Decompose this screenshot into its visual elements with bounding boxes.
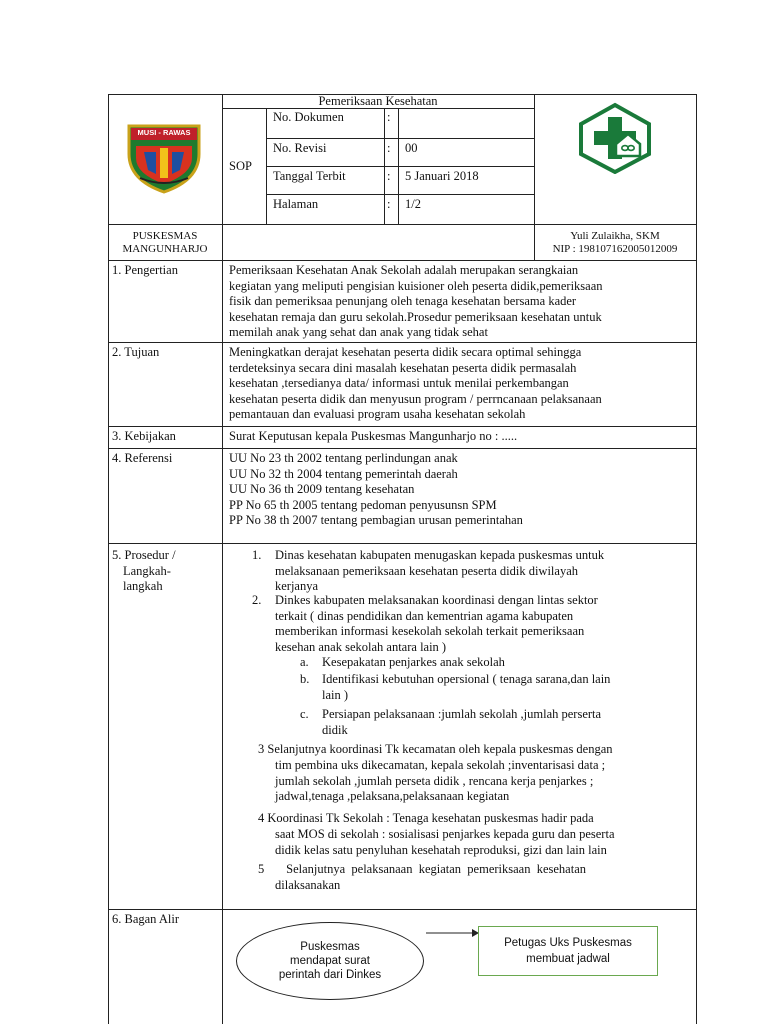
text-line: kerjanya bbox=[275, 579, 319, 593]
step-number: 2. bbox=[252, 593, 262, 607]
reference-item: PP No 38 th 2007 tentang pembagian urusan pemerintahan bbox=[229, 513, 523, 527]
flow-node-text: Petugas Uks Puskesmas bbox=[504, 937, 632, 949]
flow-node-text: perintah dari Dinkes bbox=[278, 969, 382, 981]
pengertian-text bbox=[229, 263, 690, 341]
text-line: jumlah sekolah ,jumlah perseta didik , rencana kerja penjarkes ; bbox=[275, 773, 594, 788]
musi-rawas-logo bbox=[126, 124, 202, 194]
text-line: kesehatan ,tersedianya data/ informasi untuk menilai perkembangan bbox=[229, 376, 569, 390]
sub-number: c. bbox=[300, 707, 309, 721]
flow-node-start bbox=[236, 922, 424, 1000]
sub-item: Kesepakatan penjarkes anak sekolah bbox=[322, 655, 505, 669]
text-line: pemantauan dan evaluasi program usaha kesehatan sekolah bbox=[229, 407, 526, 421]
text-line: fisik dan pemeriksaa penunjang oleh tenaga kesehatan bersama kader bbox=[229, 294, 577, 308]
puskesmas-logo bbox=[576, 102, 654, 174]
field-label-no-dokumen: No. Dokumen bbox=[273, 110, 344, 124]
step-5-line: dilaksanakan bbox=[275, 878, 341, 892]
field-colon: : bbox=[387, 197, 391, 211]
field-colon: : bbox=[387, 110, 391, 124]
text-line: jadwal,tenaga ,pelaksana,pelaksanaan kegiatan bbox=[275, 789, 510, 803]
kebijakan-text: Surat Keputusan kepala Puskesmas Mangunharjo no : ..... bbox=[229, 429, 518, 443]
step-3 bbox=[275, 758, 689, 805]
sub-item: Identifikasi kebutuhan opersional ( tenaga sarana,dan lain bbox=[322, 672, 611, 686]
field-colon: : bbox=[387, 169, 391, 183]
text-line: saat MOS di sekolah : sosialisasi penjarkes kepada guru dan peserta bbox=[275, 827, 615, 841]
step-3-first: 3 Selanjutnya koordinasi Tk kecamatan oleh kepala puskesmas dengan bbox=[258, 742, 613, 756]
flow-arrow bbox=[420, 926, 480, 940]
text-line: kesehatan peserta didik dan menyusun program / perrncanaan pelaksanaan bbox=[229, 391, 602, 406]
text-line: terdeteksinya secara dini masalah kesehatan peserta didik permasalah bbox=[229, 360, 577, 375]
text-line: memberikan informasi kesekolah sekolah terkait pemeriksaan bbox=[275, 624, 585, 638]
text-line: Dinkes kabupaten melaksanakan koordinasi dengan lintas sektor bbox=[275, 593, 598, 607]
signer-nip: NIP : 198107162005012009 bbox=[552, 243, 678, 255]
step-4 bbox=[275, 827, 615, 858]
section-label: Langkah- bbox=[123, 563, 171, 578]
text-line: tim pembina uks dikecamatan, kepala sekolah ;inventarisasi data ; bbox=[275, 758, 606, 772]
step-1 bbox=[275, 548, 604, 595]
document-title: Pemeriksaan Kesehatan bbox=[318, 94, 438, 108]
reference-item: PP No 65 th 2005 tentang pedoman penyusunsn SPM bbox=[229, 497, 497, 512]
text-line: Meningkatkan derajat kesehatan peserta didik secara optimal sehingga bbox=[229, 345, 582, 359]
text-line: memilah anak yang sehat dan anak yang tidak sehat bbox=[229, 325, 488, 339]
section-label: 6. Bagan Alir bbox=[112, 912, 180, 926]
text-line: didik kelas satu penyluhan kesehatah reproduksi, gizi dan lain lain bbox=[275, 842, 607, 857]
field-label-no-revisi: No. Revisi bbox=[273, 141, 327, 155]
step-5-first: 5 Selanjutnya pelaksanaan kegiatan pemeriksaan kesehatan bbox=[258, 862, 587, 876]
section-label: 2. Tujuan bbox=[112, 345, 160, 359]
field-value-halaman: 1/2 bbox=[405, 197, 421, 211]
health-cross-icon bbox=[576, 102, 654, 174]
step-number: 1. bbox=[252, 548, 262, 562]
field-value-tanggal-terbit: 5 Januari 2018 bbox=[405, 169, 479, 183]
text-line: Pemeriksaan Kesehatan Anak Sekolah adalah merupakan serangkaian bbox=[229, 263, 579, 277]
sop-label: SOP bbox=[229, 159, 252, 173]
text-line: melaksanaan pemeriksaan kesehatan peserta didik diwilayah bbox=[275, 563, 579, 578]
referensi-list bbox=[229, 451, 523, 529]
section-label: 1. Pengertian bbox=[112, 263, 178, 277]
sub-number: a. bbox=[300, 655, 309, 669]
reference-item: UU No 23 th 2002 tentang perlindungan anak bbox=[229, 451, 458, 465]
step-2 bbox=[275, 593, 598, 655]
logo-caption: MUSI - RAWAS bbox=[137, 128, 191, 137]
section-label: langkah bbox=[123, 579, 163, 593]
field-colon: : bbox=[387, 141, 391, 155]
section-label: 4. Referensi bbox=[112, 451, 173, 465]
flow-node-text: mendapat surat bbox=[290, 955, 370, 967]
text-line: Dinas kesehatan kabupaten menugaskan kepada puskesmas untuk bbox=[275, 548, 605, 562]
prosedur-label bbox=[112, 548, 176, 595]
flow-node-text: Puskesmas bbox=[300, 941, 360, 953]
sub-item: didik bbox=[322, 723, 348, 737]
section-label: 3. Kebijakan bbox=[112, 429, 176, 443]
text-line: kesehatan remaja dan guru sekolah.Prosedur pemeriksaan kesehatan untuk bbox=[229, 309, 602, 324]
signer-name: Yuli Zulaikha, SKM bbox=[570, 230, 660, 242]
text-line: kesehan anak sekolah antara lain ) bbox=[275, 639, 447, 654]
sub-item: lain ) bbox=[322, 688, 349, 702]
org-name: MANGUNHARJO bbox=[122, 243, 208, 255]
reference-item: UU No 36 th 2009 tentang kesehatan bbox=[229, 482, 415, 496]
field-label-halaman: Halaman bbox=[273, 197, 319, 211]
flow-node-jadwal bbox=[478, 926, 658, 976]
tujuan-text bbox=[229, 345, 690, 423]
text-line: terkait ( dinas pendidikan dan kementrian agama kabupaten bbox=[275, 608, 574, 623]
field-value-no-revisi: 00 bbox=[405, 141, 418, 155]
sub-number: b. bbox=[300, 672, 310, 686]
step-4-first: 4 Koordinasi Tk Sekolah : Tenaga kesehatan puskesmas hadir pada bbox=[258, 811, 594, 825]
reference-item: UU No 32 th 2004 tentang pemerintah daerah bbox=[229, 466, 458, 481]
text-line: kegiatan yang meliputi pengisian kuisioner oleh peserta didik,pemeriksaan bbox=[229, 278, 603, 293]
section-label: 5. Prosedur / bbox=[112, 548, 176, 562]
flow-node-text: membuat jadwal bbox=[526, 953, 610, 965]
org-name: PUSKESMAS bbox=[132, 230, 198, 242]
sub-item: Persiapan pelaksanaan :jumlah sekolah ,jumlah perserta bbox=[322, 707, 602, 721]
field-label-tanggal-terbit: Tanggal Terbit bbox=[273, 169, 346, 183]
